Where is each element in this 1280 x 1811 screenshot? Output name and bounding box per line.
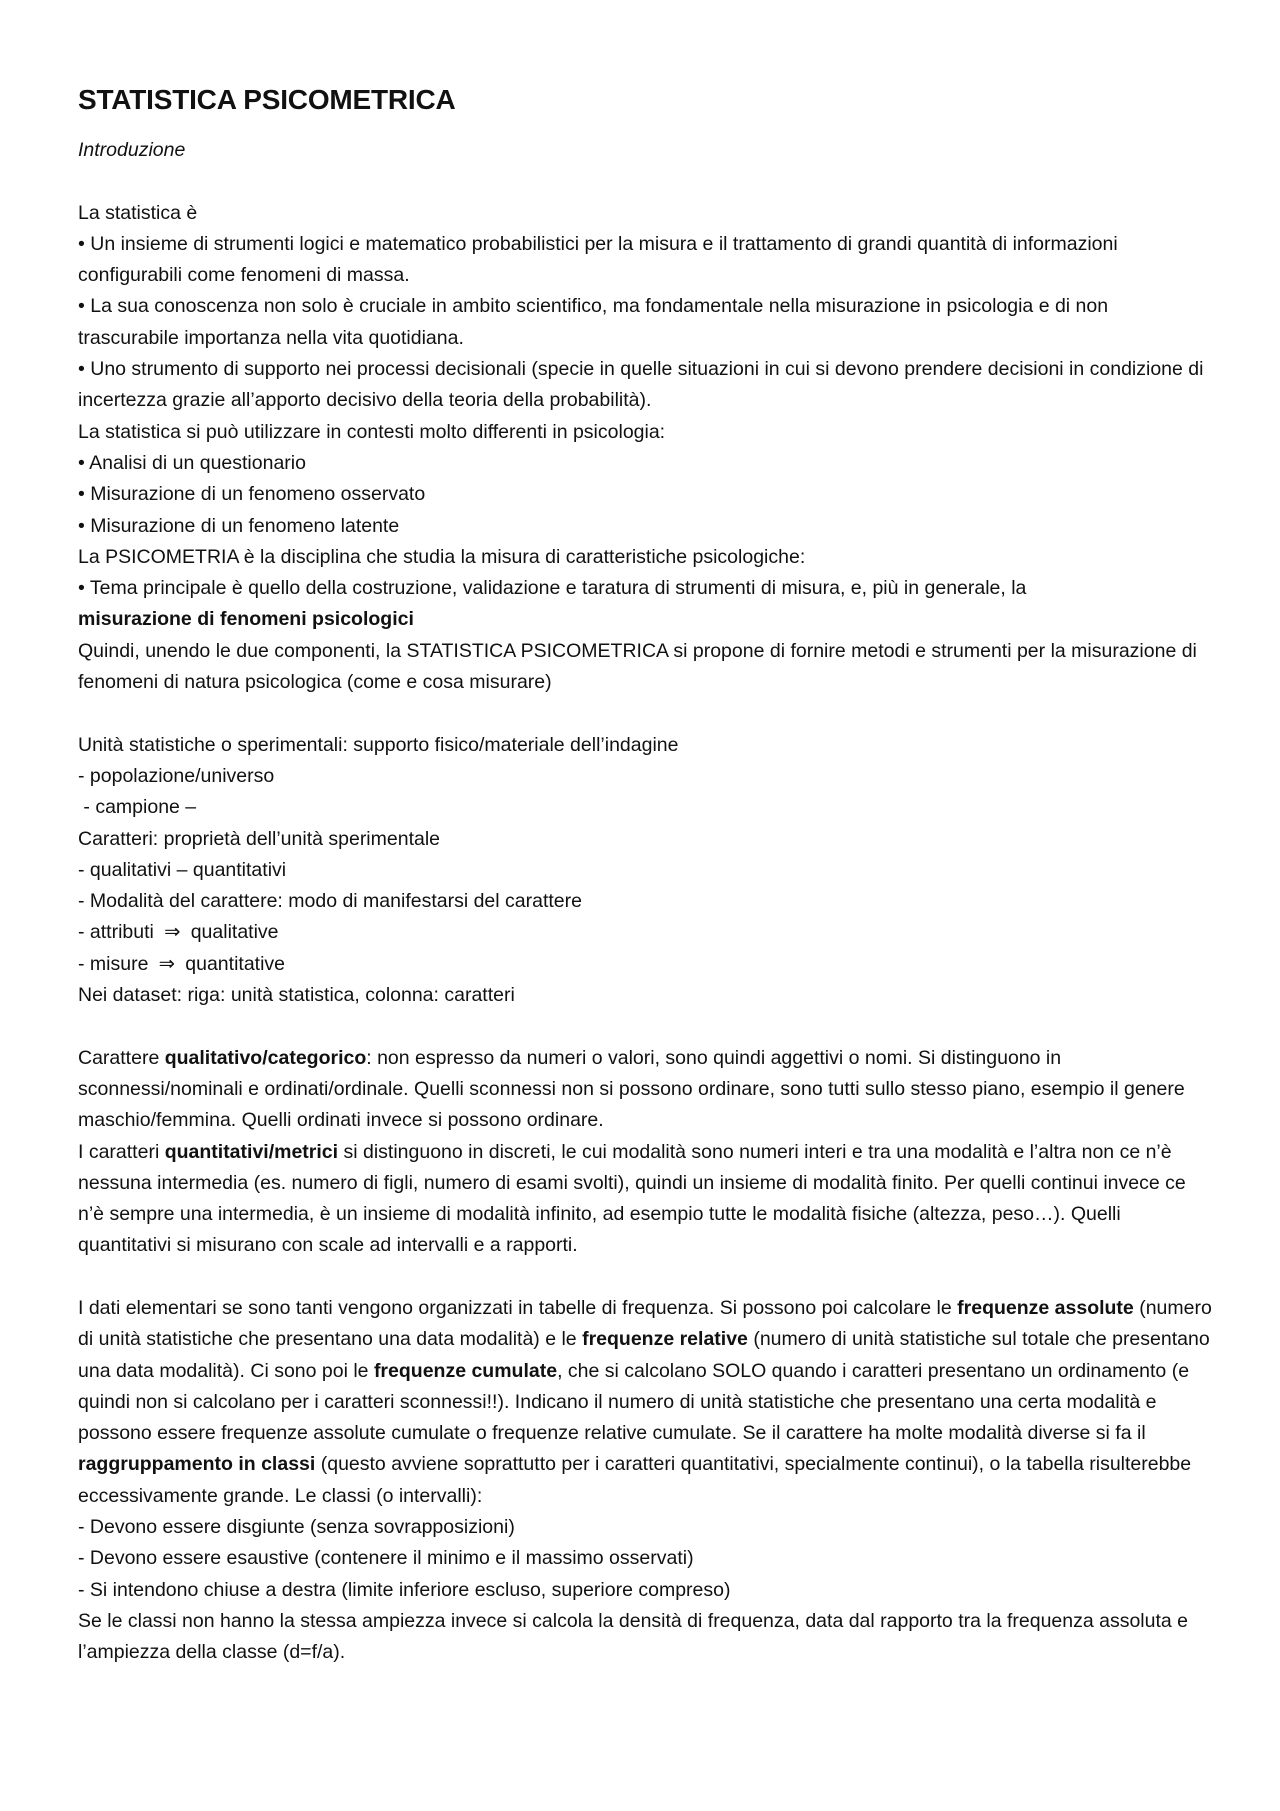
- bold-term: quantitativi/metrici: [164, 1140, 339, 1163]
- text-run: (numero di unità statistiche sul totale che presentano una data modalità). Ci sono poi le: [78, 1328, 1210, 1382]
- psicometria-lead: La PSICOMETRIA è la disciplina che studia la misura di caratteristiche psicologiche:: [78, 545, 806, 568]
- text-run: (numero di unità statistiche che presentano una data modalità) e le: [78, 1296, 1212, 1351]
- density-paragraph: Se le classi non hanno la stessa ampiezza invece si calcola la densità di frequenza, data dal rapporto tra la frequenza assoluta e l’ampiezza della classe (d=f/a).: [78, 1609, 1189, 1664]
- misure-label: - misure: [78, 952, 149, 975]
- context-item: • Misurazione di un fenomeno latente: [78, 514, 400, 537]
- class-rule: - Devono essere esaustive (contenere il minimo e il massimo osservati): [78, 1547, 694, 1570]
- text-run: I dati elementari se sono tanti vengono organizzati in tabelle di frequenza. Si possono poi calcolare le: [78, 1296, 958, 1319]
- units-line: Caratteri: proprietà dell’unità sperimentale: [78, 827, 441, 850]
- psicometria-bullet: [78, 573, 1213, 636]
- text-run: : non espresso da numeri o valori, sono quindi aggettivi o nomi. Si distinguono in sconnessi/nominali e ordinati/ordinale. Quelli sconnessi non si possono ordinare, sono tutti sullo stesso piano, esempio il genere maschio/femmina. Quelli ordinati invece si possono ordinare.: [78, 1046, 1185, 1132]
- units-line: Nei dataset: riga: unità statistica, colonna: caratteri: [78, 984, 515, 1007]
- bold-term: raggruppamento in classi: [78, 1453, 316, 1476]
- bold-term: qualitativo/categorico: [164, 1046, 367, 1069]
- frequency-paragraph: [78, 1293, 1213, 1512]
- units-line: - campione –: [78, 796, 197, 819]
- context-item: • Misurazione di un fenomeno osservato: [78, 483, 426, 506]
- implies-arrow-icon: ⇒: [158, 952, 176, 975]
- spacer: [78, 166, 1213, 197]
- qualitative-paragraph: [78, 1043, 1213, 1137]
- intro-bullet: • Un insieme di strumenti logici e matematico probabilistici per la misura e il trattamento di grandi quantità di informazioni configurabili come fenomeni di massa.: [78, 232, 1118, 287]
- spacer: [78, 1011, 1213, 1042]
- quantitative-label: quantitative: [185, 952, 286, 975]
- intro-bullet: • La sua conoscenza non solo è cruciale in ambito scientifico, ma fondamentale nella misurazione in psicologia e di non trascurabile importanza nella vita quotidiana.: [78, 295, 1109, 349]
- quantitative-paragraph: [78, 1137, 1213, 1262]
- intro-conclusion: Quindi, unendo le due componenti, la STATISTICA PSICOMETRICA si propone di fornire metodi e strumenti per la misurazione di fenomeni di natura psicologica (come e cosa misurare): [78, 639, 1197, 694]
- contexts-lead: La statistica si può utilizzare in contesti molto differenti in psicologia:: [78, 420, 666, 443]
- text-run: Carattere: [78, 1046, 165, 1069]
- psicometria-bold: misurazione di fenomeni psicologici: [78, 608, 414, 631]
- class-rule: - Si intendono chiuse a destra (limite inferiore escluso, superiore compreso): [78, 1578, 731, 1601]
- text-run: I caratteri: [78, 1140, 165, 1163]
- bold-term: frequenze assolute: [957, 1296, 1134, 1319]
- implies-arrow-icon: ⇒: [164, 921, 181, 944]
- spacer: [78, 1262, 1213, 1293]
- units-line: - Modalità del carattere: modo di manifestarsi del carattere: [78, 890, 582, 913]
- spacer: [78, 698, 1213, 729]
- psicometria-bullet-text: • Tema principale è quello della costruzione, validazione e taratura di strumenti di misura, e, più in generale, la: [78, 577, 1027, 600]
- text-run: si distinguono in discreti, le cui modalità sono numeri interi e tra una modalità e l’altra non ce n’è nessuna intermedia (es. numero di figli, numero di esami svolti), quindi un insieme di modalità finito. Per quelli continui invece ce n’è sempre una intermedia, è un insieme di modalità infinito, ad esempio tutte le modalità fisiche (altezza, peso…). Quelli quantitativi si misurano con scale ad intervalli e a rapporti.: [78, 1140, 1186, 1257]
- text-run: (questo avviene soprattutto per i caratteri quantitativi, specialmente continui), o la tabella risulterebbe eccessivamente grande. Le classi (o intervalli):: [78, 1453, 1192, 1507]
- intro-lead: La statistica è: [78, 201, 198, 224]
- units-line: [78, 917, 1213, 948]
- units-line: - qualitativi – quantitativi: [78, 858, 287, 881]
- units-line: - popolazione/universo: [78, 764, 275, 787]
- text-run: , che si calcolano SOLO quando i caratteri presentano un ordinamento (e quindi non si calcolano per i caratteri sconnessi!!). Indicano il numero di unità statistiche che presentano una certa modalità e possono essere frequenze assolute cumulate o frequenze relative cumulate. Se il carattere ha molte modalità diverse si fa il: [78, 1359, 1190, 1445]
- page-title: STATISTICA PSICOMETRICA: [78, 84, 456, 115]
- units-line: Unità statistiche o sperimentali: supporto fisico/materiale dell’indagine: [78, 733, 679, 756]
- units-line: [78, 949, 1213, 980]
- document-page: [78, 80, 1213, 1669]
- class-rule: - Devono essere disgiunte (senza sovrapposizioni): [78, 1516, 515, 1539]
- attributi-label: - attributi: [78, 921, 154, 944]
- section-subtitle: Introduzione: [78, 139, 186, 161]
- qualitative-label: qualitative: [190, 921, 279, 944]
- context-item: • Analisi di un questionario: [78, 451, 306, 474]
- intro-bullet: • Uno strumento di supporto nei processi decisionali (specie in quelle situazioni in cui si devono prendere decisioni in condizione di incertezza grazie all’apporto decisivo della teoria della probabilità).: [78, 358, 1204, 412]
- bold-term: frequenze cumulate: [373, 1359, 558, 1382]
- bold-term: frequenze relative: [582, 1328, 748, 1351]
